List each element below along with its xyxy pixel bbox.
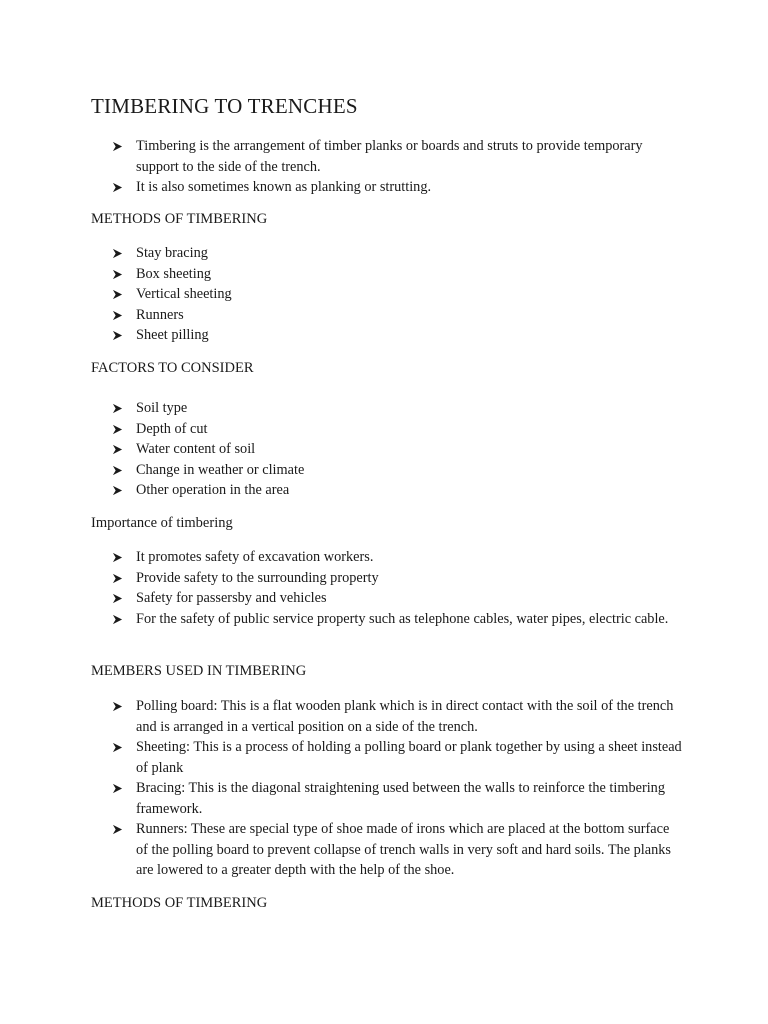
- arrow-bullet-icon: [112, 465, 123, 476]
- arrow-bullet-icon: [112, 485, 123, 496]
- list-item: [112, 568, 682, 589]
- arrow-bullet-icon: [112, 289, 123, 300]
- list-item-text: Provide safety to the surrounding property: [136, 569, 379, 586]
- arrow-bullet-icon: [112, 424, 123, 435]
- intro-list: [112, 136, 682, 198]
- list-item-text: Stay bracing: [136, 245, 208, 261]
- arrow-bullet-icon: [112, 573, 123, 584]
- list-item-text: Timbering is the arrangement of timber planks or boards and struts to provide temporary support to the side of the trench.: [136, 138, 643, 175]
- list-item-text: Other operation in the area: [136, 482, 290, 498]
- list-item: [112, 439, 682, 460]
- arrow-bullet-icon: [112, 742, 123, 753]
- list-item: [112, 819, 682, 881]
- arrow-bullet-icon: [112, 824, 123, 835]
- list-item-text: Sheet pilling: [136, 327, 209, 343]
- list-item: [112, 737, 682, 778]
- list-item-text: Sheeting: This is a process of holding a polling board or plank together by using a sheet instead of plank: [136, 739, 682, 776]
- list-item: [112, 480, 682, 501]
- list-item-text: Box sheeting: [136, 265, 212, 282]
- arrow-bullet-icon: [112, 444, 123, 455]
- members-list: [112, 696, 682, 881]
- list-item-text: Safety for passersby and vehicles: [136, 590, 327, 606]
- arrow-bullet-icon: [112, 701, 123, 712]
- list-item: [112, 547, 682, 568]
- list-item-text: Change in weather or climate: [136, 461, 305, 478]
- arrow-bullet-icon: [112, 141, 123, 152]
- importance-list: [112, 547, 682, 629]
- section-heading: METHODS OF TIMBERING: [91, 211, 268, 227]
- list-item: [112, 136, 682, 177]
- list-item-text: It is also sometimes known as planking or strutting.: [136, 179, 432, 195]
- list-item: [112, 696, 682, 737]
- section-heading: METHODS OF TIMBERING: [91, 895, 268, 911]
- list-item: [112, 177, 682, 198]
- list-item-text: Polling board: This is a flat wooden plank which is in direct contact with the soil of the trench and is arranged in a vertical position on a side of the trench.: [136, 698, 674, 735]
- list-item: [112, 398, 682, 419]
- list-item: [112, 588, 682, 609]
- arrow-bullet-icon: [112, 614, 123, 625]
- arrow-bullet-icon: [112, 310, 123, 321]
- arrow-bullet-icon: [112, 783, 123, 794]
- list-item: [112, 264, 682, 285]
- list-item-text: Soil type: [136, 400, 188, 416]
- list-item-text: Water content of soil: [136, 441, 256, 457]
- factors-list: [112, 398, 682, 501]
- arrow-bullet-icon: [112, 269, 123, 280]
- list-item: [112, 284, 682, 305]
- list-item: [112, 305, 682, 326]
- arrow-bullet-icon: [112, 330, 123, 341]
- methods-list: [112, 243, 682, 346]
- list-item-text: Bracing: This is the diagonal straightening used between the walls to reinforce the timbering framework.: [136, 780, 665, 817]
- list-item: [112, 778, 682, 819]
- list-item-text: It promotes safety of excavation workers.: [136, 549, 374, 565]
- list-item-text: Vertical sheeting: [136, 286, 232, 302]
- section-heading: MEMBERS USED IN TIMBERING: [91, 663, 307, 679]
- list-item: [112, 460, 682, 481]
- arrow-bullet-icon: [112, 248, 123, 259]
- arrow-bullet-icon: [112, 552, 123, 563]
- arrow-bullet-icon: [112, 182, 123, 193]
- list-item-text: For the safety of public service property such as telephone cables, water pipes, electric cable.: [136, 610, 669, 627]
- arrow-bullet-icon: [112, 593, 123, 604]
- document-title: TIMBERING TO TRENCHES: [91, 94, 358, 118]
- list-item: [112, 325, 682, 346]
- list-item-text: Runners: [136, 306, 184, 323]
- list-item: [112, 243, 682, 264]
- arrow-bullet-icon: [112, 403, 123, 414]
- list-item: [112, 419, 682, 440]
- list-item-text: Runners: These are special type of shoe made of irons which are placed at the bottom surface of the polling board to prevent collapse of trench walls in very soft and hard soils. The planks are lowered to a greater depth with the help of the shoe.: [136, 821, 671, 878]
- list-item: [112, 609, 682, 630]
- section-heading: Importance of timbering: [91, 515, 233, 531]
- list-item-text: Depth of cut: [136, 420, 208, 437]
- section-heading: FACTORS TO CONSIDER: [91, 360, 254, 376]
